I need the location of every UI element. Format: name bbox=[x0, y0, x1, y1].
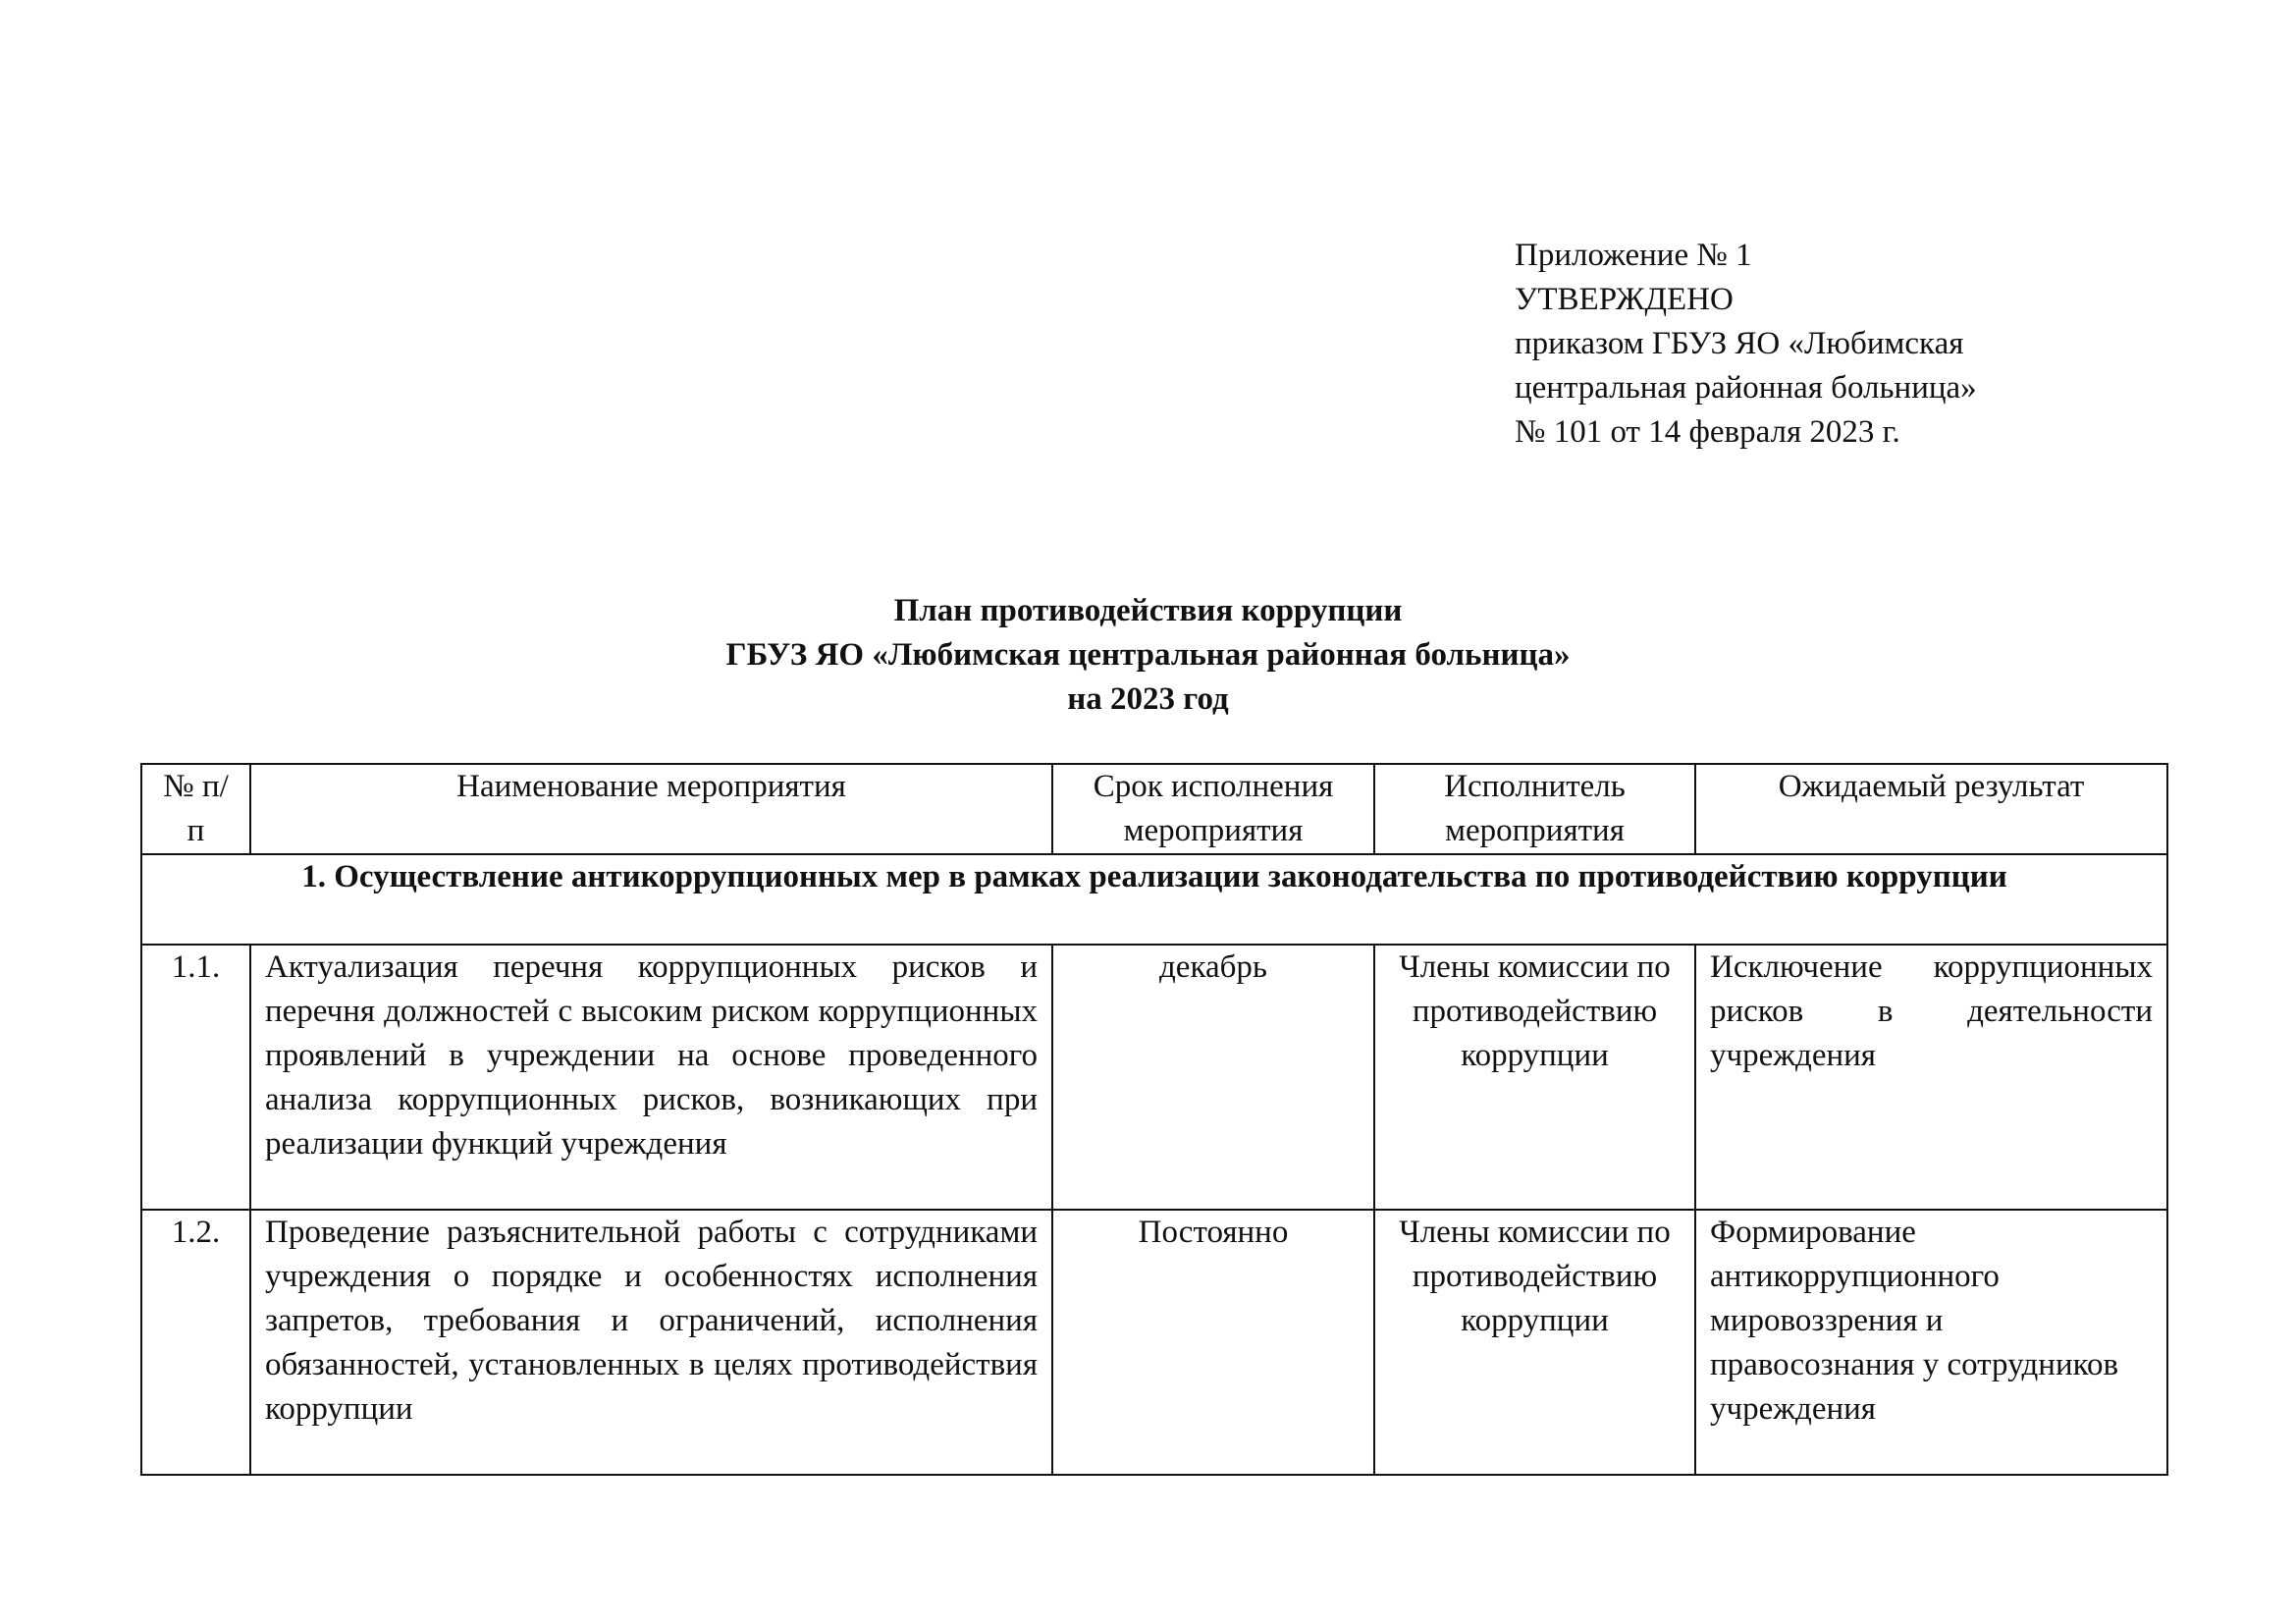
order-issuer: приказом ГБУЗ ЯО «Любимская bbox=[1515, 326, 1964, 361]
row-name: Проведение разъяснительной работы с сотрудниками учреждения о порядке и особенностях исполнения запретов, требования и ограничений, исполнения обязанностей, установленных в целях противодействия коррупции bbox=[250, 1210, 1052, 1475]
row-result: Формирование антикоррупционного мировоззрения и правосознания у сотрудников учреждения bbox=[1695, 1210, 2167, 1475]
title-line-3: на 2023 год bbox=[1067, 681, 1229, 717]
row-name: Актуализация перечня коррупционных рисков и перечня должностей с высоким риском коррупционных проявлений в учреждении на основе проведенного анализа коррупционных рисков, возникающих при реализации функций учреждения bbox=[250, 945, 1052, 1210]
row-deadline: декабрь bbox=[1052, 945, 1374, 1210]
order-issuer-continued: центральная районная больница» bbox=[1515, 370, 1977, 406]
table-row bbox=[141, 1210, 2167, 1475]
row-deadline: Постоянно bbox=[1052, 1210, 1374, 1475]
header-deadline: Срок исполнения мероприятия bbox=[1052, 764, 1374, 854]
section-row bbox=[141, 854, 2167, 945]
plan-table bbox=[140, 763, 2168, 1476]
header-result: Ожидаемый результат bbox=[1695, 764, 2167, 854]
table-row bbox=[141, 945, 2167, 1210]
row-num: 1.2. bbox=[141, 1210, 250, 1475]
row-result: Исключение коррупционных рисков в деятельности учреждения bbox=[1695, 945, 2167, 1210]
row-executor: Члены комиссии по противодействию коррупции bbox=[1374, 945, 1695, 1210]
appendix-number: Приложение № 1 bbox=[1515, 238, 1752, 273]
row-num: 1.1. bbox=[141, 945, 250, 1210]
approval-block bbox=[1515, 234, 1977, 455]
header-num: № п/п bbox=[141, 764, 250, 854]
document-title bbox=[0, 589, 2296, 722]
row-executor: Члены комиссии по противодействию коррупции bbox=[1374, 1210, 1695, 1475]
table-header-row bbox=[141, 764, 2167, 854]
header-executor: Исполнитель мероприятия bbox=[1374, 764, 1695, 854]
header-name: Наименование мероприятия bbox=[250, 764, 1052, 854]
order-number-date: № 101 от 14 февраля 2023 г. bbox=[1515, 414, 1900, 450]
section-title: 1. Осуществление антикоррупционных мер в рамках реализации законодательства по противодействию коррупции bbox=[141, 854, 2167, 945]
title-line-1: План противодействия коррупции bbox=[893, 593, 1403, 628]
approved-label: УТВЕРЖДЕНО bbox=[1515, 282, 1734, 317]
title-line-2: ГБУЗ ЯО «Любимская центральная районная больница» bbox=[725, 637, 1571, 673]
